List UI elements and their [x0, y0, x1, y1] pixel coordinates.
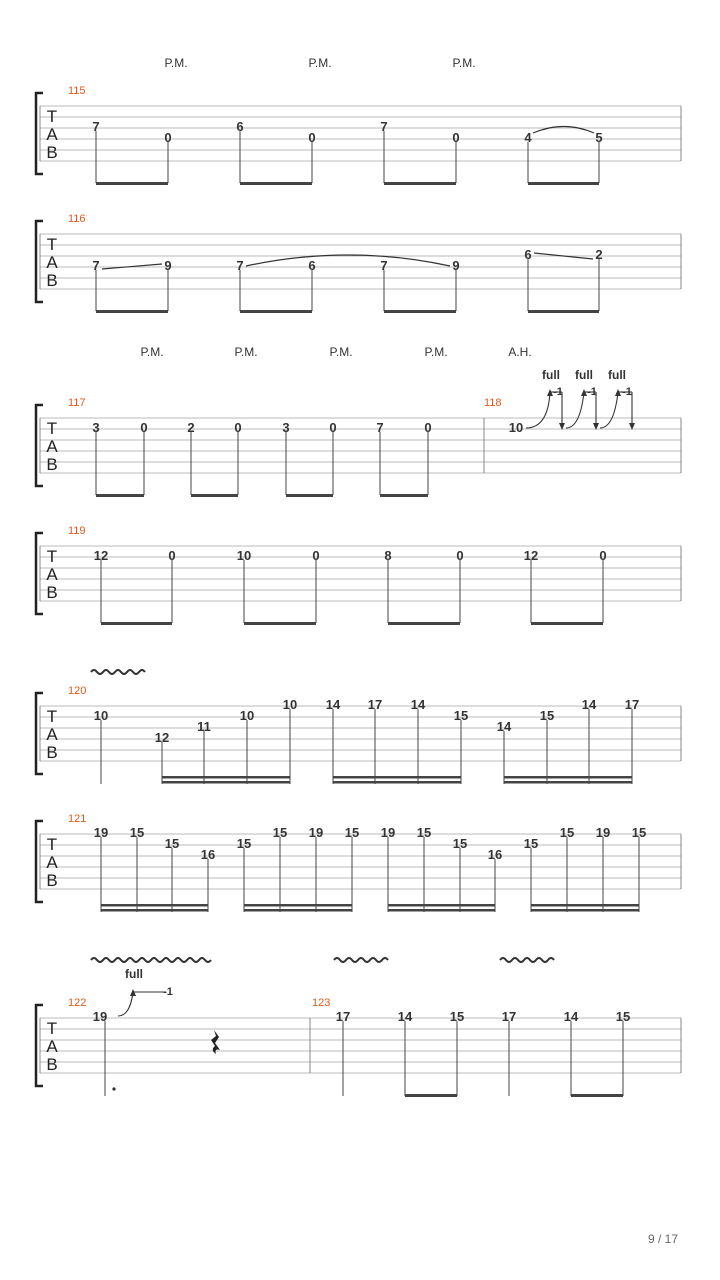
system-4 — [36, 525, 681, 625]
fret-number: 15 — [272, 825, 288, 840]
bend-value: -1 — [163, 986, 173, 998]
fret-number: 7 — [376, 420, 384, 435]
fret-number: 14 — [563, 1009, 579, 1024]
fret-number: 2 — [187, 420, 195, 435]
fret-number: 0 — [164, 130, 172, 145]
tab-clef-t: T — [46, 835, 58, 854]
fret-number: 14 — [397, 1009, 413, 1024]
bar-number: 115 — [68, 85, 86, 97]
bar-number: 121 — [68, 813, 87, 825]
fret-number: 15 — [236, 836, 252, 851]
fret-number: 16 — [200, 847, 216, 862]
tab-clef-b: B — [46, 143, 58, 162]
tab-clef-a: A — [46, 565, 58, 584]
fret-number: 8 — [384, 548, 392, 563]
beams — [162, 776, 632, 784]
tab-clef-a: A — [46, 725, 58, 744]
system-6 — [36, 813, 681, 912]
fret-number: 17 — [501, 1009, 517, 1024]
fret-number: 10 — [282, 697, 298, 712]
fret-number: 15 — [559, 825, 575, 840]
bar-number: 119 — [68, 525, 86, 537]
staff-lines — [40, 234, 681, 289]
tab-clef-b: B — [46, 455, 58, 474]
fret-number: 10 — [93, 708, 109, 723]
vibrato-mark — [500, 958, 554, 962]
fret-number: 16 — [487, 847, 503, 862]
vibrato-mark — [91, 670, 145, 674]
tab-clef-b: B — [46, 583, 58, 602]
bend-label: full — [608, 368, 626, 382]
tab-clef-a: A — [46, 437, 58, 456]
beams — [96, 494, 428, 497]
beams — [96, 182, 599, 185]
fret-number: 3 — [282, 420, 290, 435]
artificial-harmonic-label: A.H. — [508, 345, 532, 359]
fret-number: 14 — [325, 697, 341, 712]
fret-number: 10 — [239, 708, 255, 723]
beams — [96, 310, 599, 313]
stems — [101, 837, 639, 912]
fret-number: 15 — [449, 1009, 465, 1024]
bend-label: full — [542, 368, 560, 382]
bend-curves — [526, 392, 632, 428]
fret-number: 17 — [367, 697, 383, 712]
quarter-rest-icon — [211, 1030, 220, 1054]
bend-label: full — [575, 368, 593, 382]
staff-lines — [40, 706, 681, 761]
fret-number: 15 — [452, 836, 468, 851]
bend-value: -1 — [587, 386, 597, 398]
fret-number: 14 — [410, 697, 426, 712]
palm-mute-label: P.M. — [452, 56, 476, 70]
staff-lines — [40, 546, 681, 601]
fret-number: 0 — [424, 420, 432, 435]
tab-clef-a: A — [46, 125, 58, 144]
beams — [101, 622, 603, 625]
tab-clef-t: T — [46, 419, 58, 438]
fret-number: 5 — [595, 130, 603, 145]
fret-number: 19 — [380, 825, 396, 840]
staff-lines — [40, 1018, 681, 1073]
fret-number: 12 — [523, 548, 539, 563]
bar-number: 118 — [484, 397, 502, 409]
fret-number: 10 — [236, 548, 252, 563]
bend-label: full — [125, 967, 143, 981]
tab-clef-a: A — [46, 253, 58, 272]
fret-number: 12 — [154, 730, 170, 745]
bar-number: 116 — [68, 213, 86, 225]
tab-clef-b: B — [46, 871, 58, 890]
fret-number: 15 — [453, 708, 469, 723]
fret-number: 15 — [164, 836, 180, 851]
tab-clef-b: B — [46, 1055, 58, 1074]
fret-number: 0 — [234, 420, 242, 435]
palm-mute-label: P.M. — [329, 345, 353, 359]
fret-number: 15 — [615, 1009, 631, 1024]
staff-lines — [40, 418, 681, 473]
fret-number: 3 — [92, 420, 100, 435]
palm-mute-label: P.M. — [308, 56, 332, 70]
fret-number: 7 — [92, 258, 100, 273]
tab-clef-t: T — [46, 1019, 58, 1038]
bend-value: -1 — [622, 386, 632, 398]
fret-number: 6 — [308, 258, 316, 273]
stems — [101, 560, 603, 623]
fret-number: 0 — [312, 548, 320, 563]
fret-number: 15 — [539, 708, 555, 723]
fret-number: 0 — [456, 548, 464, 563]
fret-number: 12 — [93, 548, 109, 563]
fret-number: 14 — [496, 719, 512, 734]
palm-mute-label: P.M. — [164, 56, 188, 70]
dot — [112, 1087, 115, 1090]
fret-number: 14 — [581, 697, 597, 712]
tab-clef-t: T — [46, 235, 58, 254]
fret-number: 15 — [344, 825, 360, 840]
system-1 — [36, 56, 681, 185]
fret-number: 0 — [140, 420, 148, 435]
vibrato-mark — [334, 958, 388, 962]
fret-number: 17 — [335, 1009, 351, 1024]
page-number: 9 / 17 — [647, 1232, 678, 1246]
fret-number: 19 — [308, 825, 324, 840]
stems — [343, 1021, 623, 1096]
tab-clef-b: B — [46, 271, 58, 290]
staff-lines — [40, 106, 681, 161]
palm-mute-label: P.M. — [424, 345, 448, 359]
tab-clef-a: A — [46, 853, 58, 872]
tab-clef-t: T — [46, 707, 58, 726]
tab-clef-b: B — [46, 743, 58, 762]
fret-number: 17 — [624, 697, 640, 712]
stems — [96, 432, 428, 495]
bend-value: -1 — [553, 386, 563, 398]
bar-number: 120 — [68, 685, 87, 697]
fret-number: 10 — [508, 420, 524, 435]
palm-mute-label: P.M. — [234, 345, 258, 359]
fret-number: 7 — [380, 119, 388, 134]
slur — [533, 127, 594, 134]
fret-number: 7 — [236, 258, 244, 273]
fret-number: 0 — [168, 548, 176, 563]
system-3 — [36, 345, 681, 497]
bend-curve — [118, 992, 166, 1016]
vibrato-mark — [91, 958, 211, 962]
system-2 — [36, 213, 681, 313]
fret-number: 0 — [329, 420, 337, 435]
fret-number: 15 — [523, 836, 539, 851]
fret-number: 15 — [129, 825, 145, 840]
fret-number: 15 — [416, 825, 432, 840]
fret-number: 7 — [92, 119, 100, 134]
bar-number: 117 — [68, 397, 86, 409]
fret-number: 0 — [599, 548, 607, 563]
staff-lines — [40, 834, 681, 889]
fret-number: 6 — [236, 119, 244, 134]
slur — [246, 255, 450, 266]
tab-clef-t: T — [46, 107, 58, 126]
fret-number: 9 — [452, 258, 460, 273]
system-7 — [36, 958, 681, 1097]
fret-number: 2 — [595, 247, 603, 262]
system-5 — [36, 670, 681, 784]
fret-number: 0 — [452, 130, 460, 145]
fret-number: 11 — [197, 719, 211, 734]
bar-number: 123 — [312, 997, 331, 1009]
tab-clef-a: A — [46, 1037, 58, 1056]
bar-number: 122 — [68, 997, 87, 1009]
fret-number: 0 — [308, 130, 316, 145]
fret-number: 9 — [164, 258, 172, 273]
beams — [405, 1094, 623, 1097]
beams — [101, 904, 639, 912]
fret-number: 19 — [595, 825, 611, 840]
fret-number: 7 — [380, 258, 388, 273]
fret-number: 19 — [93, 825, 109, 840]
tab-clef-t: T — [46, 547, 58, 566]
fret-number: 15 — [631, 825, 647, 840]
fret-number: 4 — [524, 130, 532, 145]
fret-number: 6 — [524, 247, 532, 262]
palm-mute-label: P.M. — [140, 345, 164, 359]
fret-number: 19 — [92, 1009, 108, 1024]
